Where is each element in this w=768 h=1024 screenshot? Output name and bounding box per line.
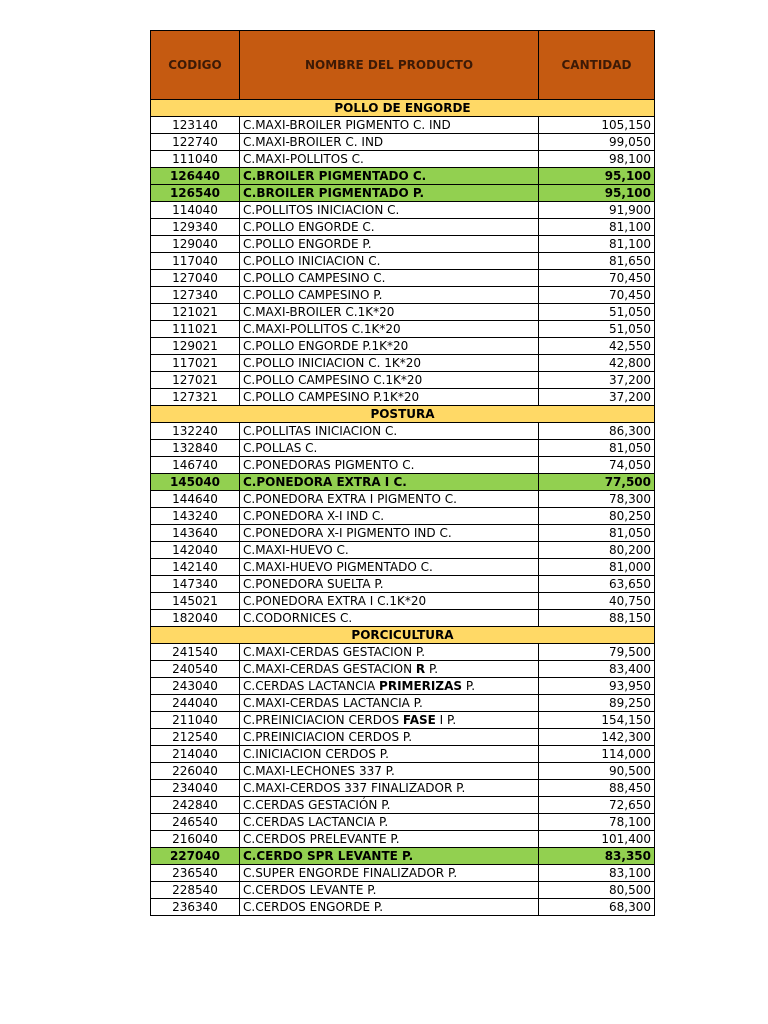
table-row bbox=[151, 678, 655, 695]
table-row bbox=[151, 729, 655, 746]
product-name: C.POLLAS C. bbox=[240, 440, 539, 457]
product-name: C.CERDAS LACTANCIA P. bbox=[240, 814, 539, 831]
product-name: C.POLLO INICIACION C. bbox=[240, 253, 539, 270]
product-name: C.POLLO ENGORDE C. bbox=[240, 219, 539, 236]
product-qty: 81,650 bbox=[539, 253, 655, 270]
product-code: 146740 bbox=[151, 457, 240, 474]
product-name: C.BROILER PIGMENTADO C. bbox=[240, 168, 539, 185]
product-qty: 42,550 bbox=[539, 338, 655, 355]
product-table bbox=[150, 30, 655, 916]
product-name: C.PREINICIACION CERDOS P. bbox=[240, 729, 539, 746]
table-row bbox=[151, 576, 655, 593]
table-row bbox=[151, 797, 655, 814]
table-row bbox=[151, 848, 655, 865]
product-qty: 81,050 bbox=[539, 525, 655, 542]
product-code: 236340 bbox=[151, 899, 240, 916]
product-name: C.MAXI-HUEVO C. bbox=[240, 542, 539, 559]
product-qty: 154,150 bbox=[539, 712, 655, 729]
product-qty: 81,100 bbox=[539, 236, 655, 253]
product-name: C.BROILER PIGMENTADO P. bbox=[240, 185, 539, 202]
table-row bbox=[151, 134, 655, 151]
product-qty: 98,100 bbox=[539, 151, 655, 168]
product-qty: 83,100 bbox=[539, 865, 655, 882]
product-qty: 74,050 bbox=[539, 457, 655, 474]
table-row bbox=[151, 389, 655, 406]
product-name bbox=[240, 678, 539, 695]
table-row bbox=[151, 559, 655, 576]
product-code: 126540 bbox=[151, 185, 240, 202]
product-qty: 142,300 bbox=[539, 729, 655, 746]
product-name-part: I P. bbox=[435, 713, 457, 727]
table-row bbox=[151, 491, 655, 508]
product-code: 227040 bbox=[151, 848, 240, 865]
product-name: C.POLLO CAMPESINO P. bbox=[240, 287, 539, 304]
product-name: C.MAXI-HUEVO PIGMENTADO C. bbox=[240, 559, 539, 576]
product-qty: 80,200 bbox=[539, 542, 655, 559]
product-qty: 81,000 bbox=[539, 559, 655, 576]
product-name-emphasis: PRIMERIZAS bbox=[379, 679, 463, 693]
product-name: C.PONEDORA EXTRA I C. bbox=[240, 474, 539, 491]
product-code: 127340 bbox=[151, 287, 240, 304]
product-code: 127040 bbox=[151, 270, 240, 287]
product-name: C.MAXI-CERDAS LACTANCIA P. bbox=[240, 695, 539, 712]
table-row bbox=[151, 321, 655, 338]
product-code: 236540 bbox=[151, 865, 240, 882]
table-row bbox=[151, 151, 655, 168]
product-code: 127021 bbox=[151, 372, 240, 389]
product-code: 123140 bbox=[151, 117, 240, 134]
product-name bbox=[240, 661, 539, 678]
table-row bbox=[151, 882, 655, 899]
product-name: C.MAXI-POLLITOS C.1K*20 bbox=[240, 321, 539, 338]
product-code: 129340 bbox=[151, 219, 240, 236]
product-qty: 72,650 bbox=[539, 797, 655, 814]
product-qty: 101,400 bbox=[539, 831, 655, 848]
table-row bbox=[151, 372, 655, 389]
product-code: 117040 bbox=[151, 253, 240, 270]
table-row bbox=[151, 270, 655, 287]
section-title: PORCICULTURA bbox=[151, 627, 655, 644]
product-qty: 70,450 bbox=[539, 287, 655, 304]
product-name: C.CODORNICES C. bbox=[240, 610, 539, 627]
product-code: 132840 bbox=[151, 440, 240, 457]
product-name-part: C.CERDAS LACTANCIA bbox=[243, 679, 380, 693]
product-name: C.PONEDORA EXTRA I C.1K*20 bbox=[240, 593, 539, 610]
product-code: 129021 bbox=[151, 338, 240, 355]
product-name: C.MAXI-LECHONES 337 P. bbox=[240, 763, 539, 780]
product-name: C.POLLO ENGORDE P.1K*20 bbox=[240, 338, 539, 355]
table-row bbox=[151, 236, 655, 253]
product-code: 226040 bbox=[151, 763, 240, 780]
product-name: C.CERDOS ENGORDE P. bbox=[240, 899, 539, 916]
product-qty: 63,650 bbox=[539, 576, 655, 593]
product-qty: 95,100 bbox=[539, 168, 655, 185]
product-name: C.POLLITOS INICIACION C. bbox=[240, 202, 539, 219]
product-qty: 83,350 bbox=[539, 848, 655, 865]
product-qty: 70,450 bbox=[539, 270, 655, 287]
table-row bbox=[151, 253, 655, 270]
product-code: 243040 bbox=[151, 678, 240, 695]
product-qty: 114,000 bbox=[539, 746, 655, 763]
table-row bbox=[151, 525, 655, 542]
product-name: C.PONEDORA EXTRA I PIGMENTO C. bbox=[240, 491, 539, 508]
product-code: 132240 bbox=[151, 423, 240, 440]
product-code: 182040 bbox=[151, 610, 240, 627]
table-row bbox=[151, 338, 655, 355]
product-name: C.CERDOS PRELEVANTE P. bbox=[240, 831, 539, 848]
table-row bbox=[151, 610, 655, 627]
table-row bbox=[151, 287, 655, 304]
product-qty: 78,100 bbox=[539, 814, 655, 831]
product-name: C.CERDAS GESTACIÓN P. bbox=[240, 797, 539, 814]
product-qty: 88,150 bbox=[539, 610, 655, 627]
product-name-part: P. bbox=[425, 662, 439, 676]
product-code: 214040 bbox=[151, 746, 240, 763]
product-code: 142140 bbox=[151, 559, 240, 576]
product-qty: 93,950 bbox=[539, 678, 655, 695]
product-qty: 40,750 bbox=[539, 593, 655, 610]
product-qty: 88,450 bbox=[539, 780, 655, 797]
product-qty: 86,300 bbox=[539, 423, 655, 440]
product-qty: 37,200 bbox=[539, 372, 655, 389]
product-code: 228540 bbox=[151, 882, 240, 899]
header-code: CODIGO bbox=[151, 31, 240, 100]
table-row bbox=[151, 202, 655, 219]
product-name: C.POLLO ENGORDE P. bbox=[240, 236, 539, 253]
product-qty: 81,100 bbox=[539, 219, 655, 236]
product-qty: 89,250 bbox=[539, 695, 655, 712]
table-row bbox=[151, 644, 655, 661]
table-row bbox=[151, 168, 655, 185]
section-title: POSTURA bbox=[151, 406, 655, 423]
product-code: 143640 bbox=[151, 525, 240, 542]
section-header bbox=[151, 627, 655, 644]
product-name: C.MAXI-CERDOS 337 FINALIZADOR P. bbox=[240, 780, 539, 797]
product-code: 212540 bbox=[151, 729, 240, 746]
product-name: C.MAXI-CERDAS GESTACION P. bbox=[240, 644, 539, 661]
product-name: C.PONEDORA SUELTA P. bbox=[240, 576, 539, 593]
product-code: 145040 bbox=[151, 474, 240, 491]
product-name: C.PONEDORA X-I PIGMENTO IND C. bbox=[240, 525, 539, 542]
product-qty: 79,500 bbox=[539, 644, 655, 661]
table-row bbox=[151, 542, 655, 559]
table-header bbox=[151, 31, 655, 100]
product-code: 114040 bbox=[151, 202, 240, 219]
table-row bbox=[151, 355, 655, 372]
product-code: 143240 bbox=[151, 508, 240, 525]
table-row bbox=[151, 763, 655, 780]
table-row bbox=[151, 117, 655, 134]
product-code: 111021 bbox=[151, 321, 240, 338]
product-qty: 105,150 bbox=[539, 117, 655, 134]
table-row bbox=[151, 508, 655, 525]
product-qty: 99,050 bbox=[539, 134, 655, 151]
product-qty: 78,300 bbox=[539, 491, 655, 508]
product-qty: 80,250 bbox=[539, 508, 655, 525]
product-code: 121021 bbox=[151, 304, 240, 321]
table-row bbox=[151, 814, 655, 831]
table-row bbox=[151, 865, 655, 882]
product-qty: 42,800 bbox=[539, 355, 655, 372]
product-qty: 77,500 bbox=[539, 474, 655, 491]
product-code: 216040 bbox=[151, 831, 240, 848]
table-row bbox=[151, 661, 655, 678]
product-code: 127321 bbox=[151, 389, 240, 406]
product-name bbox=[240, 712, 539, 729]
product-code: 246540 bbox=[151, 814, 240, 831]
product-name: C.POLLO CAMPESINO P.1K*20 bbox=[240, 389, 539, 406]
product-name: C.MAXI-BROILER C. IND bbox=[240, 134, 539, 151]
table-row bbox=[151, 712, 655, 729]
product-qty: 91,900 bbox=[539, 202, 655, 219]
table-row bbox=[151, 831, 655, 848]
table-row bbox=[151, 474, 655, 491]
product-name-emphasis: FASE bbox=[402, 713, 436, 727]
product-code: 117021 bbox=[151, 355, 240, 372]
product-code: 144640 bbox=[151, 491, 240, 508]
table-row bbox=[151, 185, 655, 202]
product-code: 126440 bbox=[151, 168, 240, 185]
product-code: 242840 bbox=[151, 797, 240, 814]
product-qty: 51,050 bbox=[539, 321, 655, 338]
table-row bbox=[151, 219, 655, 236]
table-row bbox=[151, 593, 655, 610]
product-qty: 37,200 bbox=[539, 389, 655, 406]
product-code: 122740 bbox=[151, 134, 240, 151]
table-row bbox=[151, 457, 655, 474]
header-name: NOMBRE DEL PRODUCTO bbox=[240, 31, 539, 100]
product-name: C.POLLO INICIACION C. 1K*20 bbox=[240, 355, 539, 372]
header-qty: CANTIDAD bbox=[539, 31, 655, 100]
product-code: 240540 bbox=[151, 661, 240, 678]
product-code: 142040 bbox=[151, 542, 240, 559]
section-header bbox=[151, 406, 655, 423]
product-code: 241540 bbox=[151, 644, 240, 661]
product-name: C.SUPER ENGORDE FINALIZADOR P. bbox=[240, 865, 539, 882]
table-row bbox=[151, 423, 655, 440]
product-name: C.CERDOS LEVANTE P. bbox=[240, 882, 539, 899]
product-name-part: C.MAXI-CERDAS GESTACION bbox=[243, 662, 416, 676]
table-row bbox=[151, 780, 655, 797]
product-name: C.PONEDORAS PIGMENTO C. bbox=[240, 457, 539, 474]
product-code: 244040 bbox=[151, 695, 240, 712]
product-name: C.MAXI-BROILER PIGMENTO C. IND bbox=[240, 117, 539, 134]
product-name: C.CERDO SPR LEVANTE P. bbox=[240, 848, 539, 865]
product-name: C.MAXI-BROILER C.1K*20 bbox=[240, 304, 539, 321]
product-name: C.POLLO CAMPESINO C. bbox=[240, 270, 539, 287]
product-code: 147340 bbox=[151, 576, 240, 593]
product-qty: 90,500 bbox=[539, 763, 655, 780]
section-header bbox=[151, 100, 655, 117]
product-name: C.POLLITAS INICIACION C. bbox=[240, 423, 539, 440]
product-name-part: P. bbox=[462, 679, 476, 693]
product-name: C.PONEDORA X-I IND C. bbox=[240, 508, 539, 525]
table-row bbox=[151, 695, 655, 712]
product-code: 211040 bbox=[151, 712, 240, 729]
product-code: 111040 bbox=[151, 151, 240, 168]
table-body bbox=[151, 100, 655, 916]
product-name: C.INICIACION CERDOS P. bbox=[240, 746, 539, 763]
product-code: 234040 bbox=[151, 780, 240, 797]
product-name: C.MAXI-POLLITOS C. bbox=[240, 151, 539, 168]
product-name: C.POLLO CAMPESINO C.1K*20 bbox=[240, 372, 539, 389]
product-name-emphasis: R bbox=[415, 662, 426, 676]
table-row bbox=[151, 899, 655, 916]
product-code: 129040 bbox=[151, 236, 240, 253]
product-qty: 81,050 bbox=[539, 440, 655, 457]
table-row bbox=[151, 304, 655, 321]
table-row bbox=[151, 440, 655, 457]
product-code: 145021 bbox=[151, 593, 240, 610]
product-qty: 80,500 bbox=[539, 882, 655, 899]
table-row bbox=[151, 746, 655, 763]
product-qty: 95,100 bbox=[539, 185, 655, 202]
product-qty: 83,400 bbox=[539, 661, 655, 678]
product-qty: 51,050 bbox=[539, 304, 655, 321]
product-name-part: C.PREINICIACION CERDOS bbox=[243, 713, 403, 727]
product-qty: 68,300 bbox=[539, 899, 655, 916]
section-title: POLLO DE ENGORDE bbox=[151, 100, 655, 117]
